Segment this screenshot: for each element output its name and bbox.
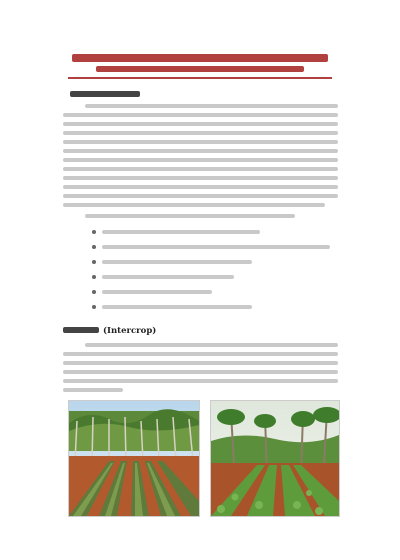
- title-underline: [68, 77, 332, 79]
- list-item: [92, 243, 332, 251]
- section-b-heading: [63, 327, 99, 333]
- section-1-paragraph-2: [63, 214, 338, 223]
- photo-intercrop-1: [68, 400, 200, 517]
- section-b-heading-en: (Intercrop): [103, 326, 157, 336]
- section-1-heading: [70, 91, 140, 97]
- list-item: [92, 228, 262, 236]
- photo-2-image: [211, 401, 339, 516]
- section-1-paragraph-1: [63, 104, 338, 212]
- list-item: [92, 258, 262, 266]
- list-item: [92, 273, 262, 281]
- list-item: [92, 303, 262, 311]
- photo-intercrop-2: [210, 400, 340, 517]
- section-b-paragraph: [63, 343, 338, 397]
- list-item: [92, 288, 262, 296]
- photo-1-image: [69, 401, 199, 516]
